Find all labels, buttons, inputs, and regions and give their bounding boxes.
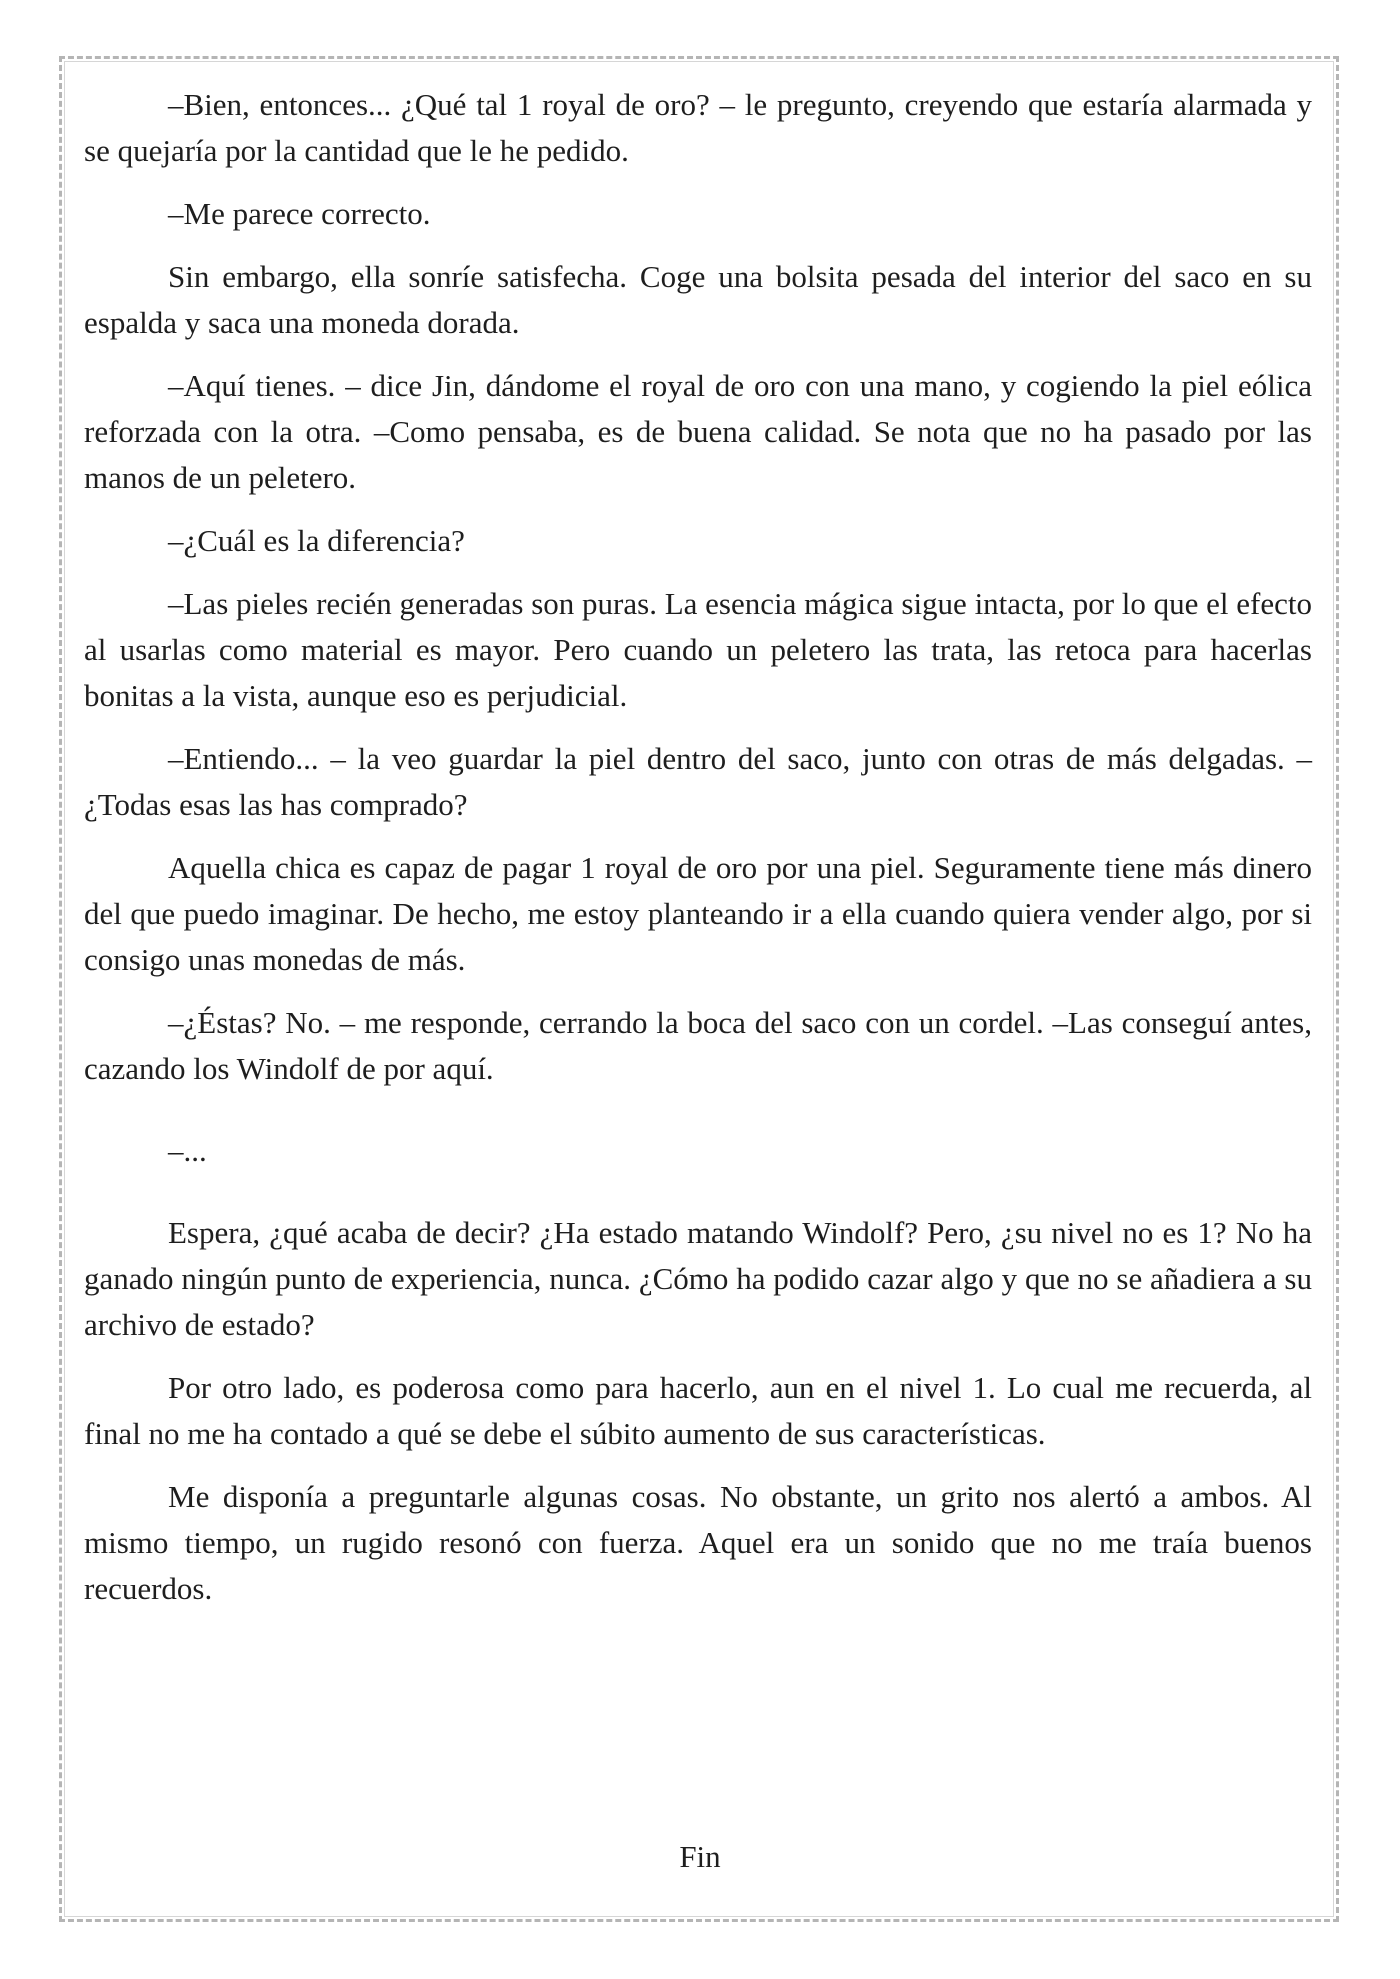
paragraph: –Las pieles recién generadas son puras. La esencia mágica sigue intacta, por lo que el efecto al usarlas como material es mayor. Pero cuando un peletero las trata, las retoca para hacerlas bonitas a la vista, aunque eso es perjudicial. [84, 586, 1312, 713]
paragraph: Espera, ¿qué acaba de decir? ¿Ha estado matando Windolf? Pero, ¿su nivel no es 1? No ha ganado ningún punto de experiencia, nunca. ¿Cómo ha podido cazar algo y que no se añadiera a su archivo de estado? [84, 1215, 1312, 1342]
paragraph: –Aquí tienes. – dice Jin, dándome el royal de oro con una mano, y cogiendo la piel eólica reforzada con la otra. –Como pensaba, es de buena calidad. Se nota que no ha pasado por las manos de un peletero. [84, 368, 1312, 495]
paragraph: Me disponía a preguntarle algunas cosas. No obstante, un grito nos alertó a ambos. Al mismo tiempo, un rugido resonó con fuerza. Aquel era un sonido que no me traía buenos recuerdos. [84, 1479, 1312, 1606]
paragraph: –Bien, entonces... ¿Qué tal 1 royal de oro? – le pregunto, creyendo que estaría alarmada y se quejaría por la cantidad que le he pedido. [84, 87, 1312, 168]
ending-label: Fin [679, 1839, 721, 1874]
paragraph: –... [168, 1133, 207, 1168]
paragraph: –¿Éstas? No. – me responde, cerrando la boca del saco con un cordel. –Las conseguí antes, cazando los Windolf de por aquí. [84, 1005, 1312, 1086]
paragraph: Aquella chica es capaz de pagar 1 royal de oro por una piel. Seguramente tiene más dinero del que puedo imaginar. De hecho, me estoy planteando ir a ella cuando quiera vender algo, por si consigo unas monedas de más. [84, 850, 1312, 977]
paragraph: –Me parece correcto. [168, 196, 431, 231]
paragraph: Por otro lado, es poderosa como para hacerlo, aun en el nivel 1. Lo cual me recuerda, al final no me ha contado a qué se debe el súbito aumento de sus características. [84, 1370, 1312, 1451]
paragraph: Sin embargo, ella sonríe satisfecha. Coge una bolsita pesada del interior del saco en su espalda y saca una moneda dorada. [84, 259, 1312, 340]
paragraph: –¿Cuál es la diferencia? [168, 523, 465, 558]
body-text [84, 82, 1312, 1629]
paragraph: –Entiendo... – la veo guardar la piel dentro del saco, junto con otras de más delgadas. –¿Todas esas las has comprado? [84, 741, 1312, 822]
